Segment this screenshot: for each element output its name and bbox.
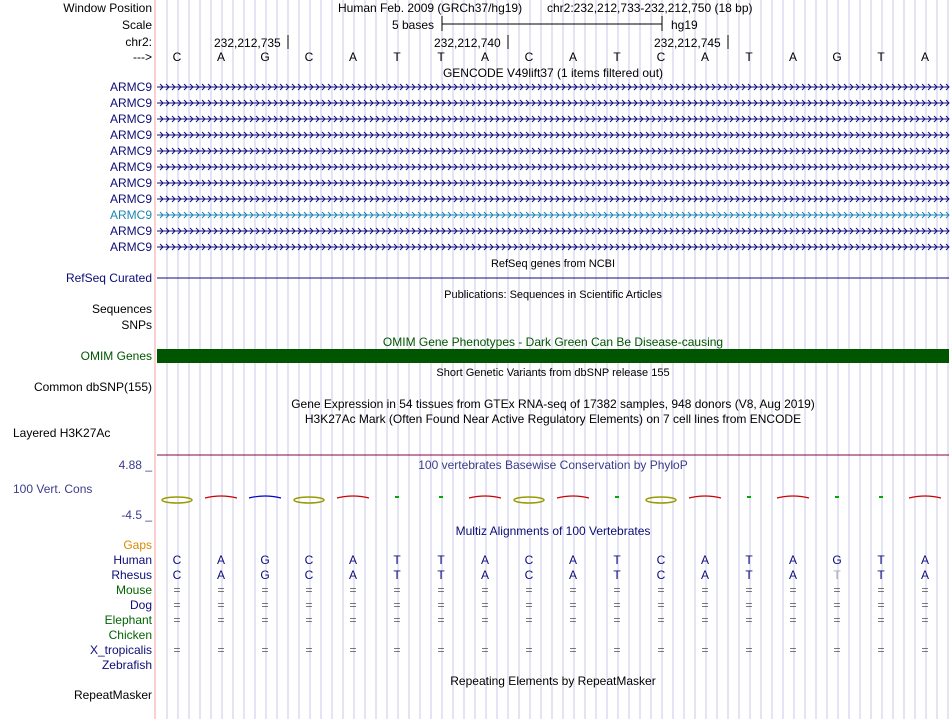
refseq-track-label[interactable]: RefSeq Curated	[65, 271, 152, 285]
omim-track-title: OMIM Gene Phenotypes - Dark Green Can Be Disease-causing	[382, 335, 724, 349]
base-letter: A	[920, 50, 929, 64]
snps-track-label[interactable]: SNPs	[121, 318, 152, 332]
multiz-base: =	[745, 598, 753, 612]
base-letter: G	[260, 50, 270, 64]
sequences-track-label[interactable]: Sequences	[91, 302, 152, 316]
multiz-base: =	[613, 613, 621, 627]
multiz-base: =	[437, 643, 445, 657]
multiz-base: =	[613, 583, 621, 597]
repeatmasker-track-label[interactable]: RepeatMasker	[73, 688, 152, 702]
multiz-base: =	[173, 643, 181, 657]
multiz-base: =	[437, 598, 445, 612]
multiz-base: =	[437, 613, 445, 627]
gencode-gene-label[interactable]: ARMC9	[109, 128, 152, 142]
phylop-score-mark	[337, 496, 369, 498]
h3k27ac-track-label[interactable]: Layered H3K27Ac	[13, 426, 111, 440]
multiz-base: =	[481, 598, 489, 612]
gencode-gene-label[interactable]: ARMC9	[109, 144, 152, 158]
multiz-base: T	[745, 553, 753, 567]
multiz-base: C	[656, 553, 666, 567]
multiz-species-label[interactable]: Zebrafish	[101, 658, 152, 672]
gencode-gene-label[interactable]: ARMC9	[109, 240, 152, 254]
multiz-base: =	[525, 613, 533, 627]
multiz-base: =	[833, 613, 841, 627]
multiz-base: =	[657, 583, 665, 597]
multiz-base: C	[172, 568, 182, 582]
db-text: hg19	[671, 18, 698, 32]
multiz-base: =	[877, 598, 885, 612]
base-letter: T	[613, 50, 621, 64]
phylop-track-label[interactable]: 100 Vert. Cons	[13, 482, 93, 496]
phylop-score-mark	[879, 496, 883, 498]
dbsnp-track-title: Short Genetic Variants from dbSNP release 155	[436, 367, 670, 379]
base-letter: A	[480, 50, 489, 64]
multiz-base: A	[788, 568, 797, 582]
multiz-base: =	[305, 613, 313, 627]
base-letter: T	[745, 50, 753, 64]
multiz-base: =	[173, 598, 181, 612]
multiz-base: =	[217, 583, 225, 597]
multiz-base: T	[745, 568, 753, 582]
multiz-base: =	[437, 583, 445, 597]
multiz-base: C	[304, 553, 314, 567]
multiz-base: =	[305, 643, 313, 657]
gencode-gene-label[interactable]: ARMC9	[109, 224, 152, 238]
phylop-score-mark	[557, 496, 589, 498]
multiz-base: G	[260, 568, 270, 582]
phylop-score-mark	[205, 496, 237, 498]
repeatmasker-track-title: Repeating Elements by RepeatMasker	[450, 674, 656, 688]
multiz-base: A	[480, 568, 489, 582]
scale-label: Scale	[121, 18, 152, 32]
multiz-base: A	[920, 553, 929, 567]
scale-text: 5 bases	[392, 18, 435, 32]
multiz-species-label[interactable]: Human	[113, 553, 152, 567]
multiz-base: =	[657, 598, 665, 612]
omim-track-label[interactable]: OMIM Genes	[80, 349, 152, 363]
multiz-base: =	[393, 583, 401, 597]
phylop-score-mark	[395, 496, 399, 498]
multiz-base: =	[173, 583, 181, 597]
h3k27ac-track-title: H3K27Ac Mark (Often Found Near Active Regulatory Elements) on 7 cell lines from ENCODE	[304, 412, 802, 426]
multiz-base: =	[305, 598, 313, 612]
multiz-base: =	[525, 583, 533, 597]
multiz-base: =	[701, 583, 709, 597]
assembly-text: Human Feb. 2009 (GRCh37/hg19)	[338, 1, 523, 15]
phylop-ymax: 4.88 _	[118, 458, 152, 472]
phylop-ymin: -4.5 _	[121, 508, 152, 522]
multiz-base: =	[261, 643, 269, 657]
multiz-species-label[interactable]: X_tropicalis	[89, 643, 152, 657]
gencode-gene-label[interactable]: ARMC9	[109, 176, 152, 190]
multiz-species-label[interactable]: Elephant	[104, 613, 152, 627]
gaps-label[interactable]: Gaps	[123, 538, 152, 552]
base-letter: C	[656, 50, 666, 64]
multiz-base: C	[304, 568, 314, 582]
chrom-label: chr2:	[125, 35, 152, 49]
base-letter: A	[216, 50, 225, 64]
gencode-gene-label[interactable]: ARMC9	[109, 208, 152, 222]
multiz-base: C	[524, 568, 534, 582]
ruler-tick-label: 232,212,745	[654, 36, 721, 50]
multiz-base: =	[349, 598, 357, 612]
multiz-base: =	[613, 598, 621, 612]
ruler-tick-label: 232,212,735	[214, 36, 281, 50]
phylop-score-mark	[294, 497, 324, 503]
phylop-score-mark	[646, 497, 676, 503]
position-text: chr2:232,212,733-232,212,750 (18 bp)	[547, 1, 753, 15]
phylop-score-mark	[469, 496, 501, 498]
window-position-label: Window Position	[63, 1, 152, 15]
multiz-base: =	[877, 583, 885, 597]
multiz-base: A	[348, 568, 357, 582]
base-letter: G	[832, 50, 842, 64]
phylop-score-mark	[514, 497, 544, 503]
base-letter: T	[393, 50, 401, 64]
multiz-base: =	[481, 643, 489, 657]
multiz-base: =	[789, 583, 797, 597]
multiz-base: T	[613, 553, 621, 567]
base-letter: C	[172, 50, 182, 64]
multiz-base: =	[525, 643, 533, 657]
multiz-base: T	[437, 568, 445, 582]
multiz-base: A	[216, 568, 225, 582]
publications-track-title: Publications: Sequences in Scientific Articles	[444, 289, 662, 301]
multiz-base: =	[393, 613, 401, 627]
multiz-base: A	[568, 553, 577, 567]
multiz-base: =	[569, 643, 577, 657]
multiz-base: A	[568, 568, 577, 582]
refseq-track-title: RefSeq genes from NCBI	[490, 258, 616, 270]
base-letter: A	[700, 50, 709, 64]
phylop-score-mark	[439, 496, 443, 498]
multiz-base: =	[217, 613, 225, 627]
multiz-base: =	[833, 598, 841, 612]
gencode-track-title: GENCODE V49lift37 (1 items filtered out)	[442, 66, 664, 80]
multiz-base: T	[877, 568, 885, 582]
dbsnp-track-label[interactable]: Common dbSNP(155)	[33, 380, 152, 394]
gencode-gene-label[interactable]: ARMC9	[109, 80, 152, 94]
multiz-base: =	[701, 643, 709, 657]
multiz-base: =	[261, 583, 269, 597]
multiz-base: =	[789, 643, 797, 657]
multiz-base: C	[172, 553, 182, 567]
multiz-base: A	[216, 553, 225, 567]
phylop-score-mark	[777, 496, 809, 498]
multiz-base: T	[393, 568, 401, 582]
gencode-gene-label[interactable]: ARMC9	[109, 160, 152, 174]
base-letter: C	[304, 50, 314, 64]
multiz-base: =	[305, 583, 313, 597]
multiz-base: =	[657, 643, 665, 657]
phylop-score-mark	[689, 496, 721, 498]
phylop-score-mark	[249, 496, 281, 498]
multiz-base: =	[833, 643, 841, 657]
strand-arrow-label: --->	[133, 50, 152, 64]
phylop-score-mark	[909, 496, 941, 498]
base-letter: A	[788, 50, 797, 64]
multiz-species-label[interactable]: Dog	[129, 598, 152, 612]
multiz-track-title: Multiz Alignments of 100 Vertebrates	[455, 524, 651, 538]
multiz-base: =	[261, 598, 269, 612]
multiz-base: =	[613, 643, 621, 657]
multiz-base: C	[524, 553, 534, 567]
multiz-species-label[interactable]: Mouse	[115, 583, 152, 597]
phylop-score-mark	[747, 496, 751, 498]
multiz-base: A	[920, 568, 929, 582]
multiz-base: =	[789, 613, 797, 627]
multiz-species-label[interactable]: Rhesus	[111, 568, 152, 582]
phylop-score-mark	[615, 496, 619, 498]
multiz-base: =	[173, 613, 181, 627]
gencode-gene-label[interactable]: ARMC9	[109, 112, 152, 126]
multiz-base: =	[701, 613, 709, 627]
multiz-base: =	[745, 643, 753, 657]
gencode-gene-label[interactable]: ARMC9	[109, 192, 152, 206]
multiz-base: =	[657, 613, 665, 627]
phylop-score-mark	[162, 497, 192, 503]
multiz-base: T	[437, 553, 445, 567]
omim-bar	[157, 349, 949, 363]
multiz-base: =	[921, 598, 929, 612]
multiz-base: A	[700, 568, 709, 582]
multiz-base: =	[569, 613, 577, 627]
multiz-base: =	[481, 613, 489, 627]
base-letter: A	[348, 50, 357, 64]
multiz-base: =	[217, 643, 225, 657]
multiz-base: T	[613, 568, 621, 582]
multiz-base: =	[525, 598, 533, 612]
phylop-score-mark	[835, 496, 839, 498]
phylop-track-title: 100 vertebrates Basewise Conservation by PhyloP	[418, 458, 688, 472]
base-letter: C	[524, 50, 534, 64]
multiz-base: =	[569, 598, 577, 612]
multiz-base: A	[480, 553, 489, 567]
multiz-base: =	[481, 583, 489, 597]
multiz-base: =	[745, 613, 753, 627]
multiz-base: C	[656, 568, 666, 582]
multiz-base: =	[569, 583, 577, 597]
multiz-base: =	[877, 643, 885, 657]
base-letter: T	[437, 50, 445, 64]
multiz-base: =	[349, 613, 357, 627]
multiz-base: T	[393, 553, 401, 567]
multiz-base: =	[921, 583, 929, 597]
multiz-base: T	[833, 568, 841, 582]
multiz-base: =	[393, 643, 401, 657]
multiz-base: A	[348, 553, 357, 567]
base-letter: T	[877, 50, 885, 64]
multiz-base: =	[921, 643, 929, 657]
multiz-base: =	[789, 598, 797, 612]
gtex-track-title: Gene Expression in 54 tissues from GTEx RNA-seq of 17382 samples, 948 donors (V8, Aug 2019)	[291, 397, 815, 411]
ruler-tick-label: 232,212,740	[434, 36, 501, 50]
multiz-species-label[interactable]: Chicken	[108, 628, 152, 642]
multiz-base: =	[877, 613, 885, 627]
multiz-base: =	[349, 643, 357, 657]
multiz-base: =	[349, 583, 357, 597]
base-letter: A	[568, 50, 577, 64]
multiz-base: =	[393, 598, 401, 612]
multiz-base: A	[700, 553, 709, 567]
multiz-base: T	[877, 553, 885, 567]
multiz-base: A	[788, 553, 797, 567]
multiz-base: =	[833, 583, 841, 597]
multiz-base: =	[745, 583, 753, 597]
multiz-base: =	[217, 598, 225, 612]
multiz-base: =	[261, 613, 269, 627]
multiz-base: G	[260, 553, 270, 567]
gencode-gene-label[interactable]: ARMC9	[109, 96, 152, 110]
multiz-base: =	[921, 613, 929, 627]
multiz-base: =	[701, 598, 709, 612]
multiz-base: G	[832, 553, 842, 567]
